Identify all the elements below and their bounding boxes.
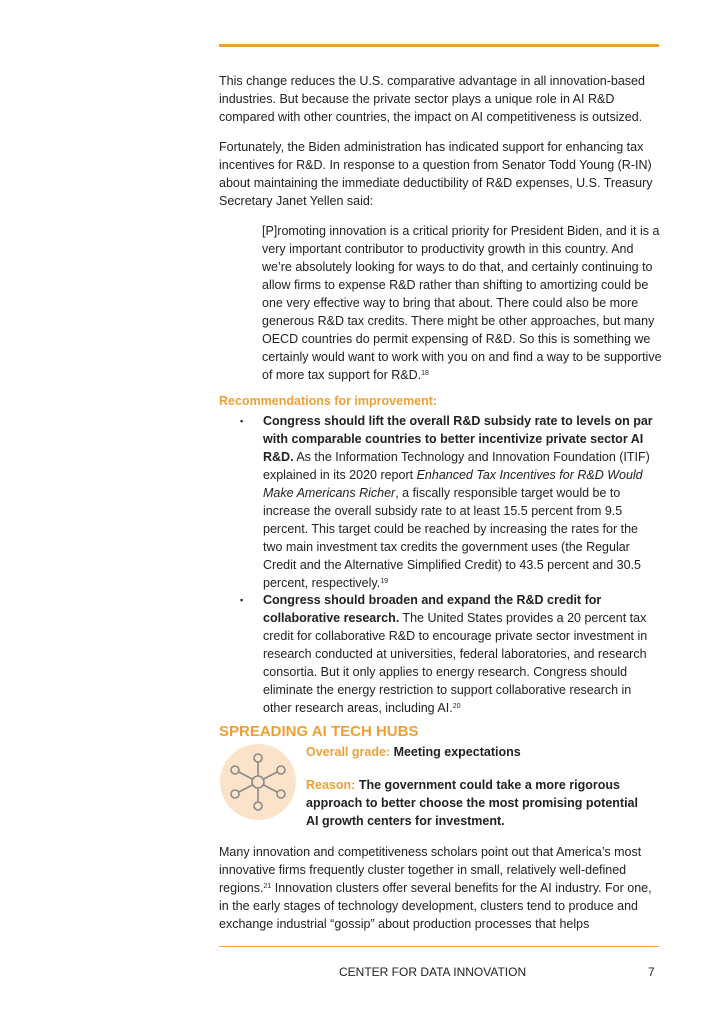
footer-rule bbox=[219, 946, 659, 947]
grade-reason bbox=[306, 776, 646, 830]
recommendations-heading: Recommendations for improvement: bbox=[219, 394, 438, 408]
recommendation-body-a: As the Information Technology and Innovation Foundation (ITIF) explained in its 2020 report bbox=[263, 450, 650, 482]
report-title: Enhanced Tax Incentives for R&D Would Make Americans Richer bbox=[263, 468, 643, 500]
recommendation-body-b: , a fiscally responsible target would be to increase the overall subsidy rate to at least 15.5 percent from 9.5 percent. This target could be reached by increasing the rates for the two main investment tax credits the government uses (the Regular Credit and the Alternative Simplified Credit) to 43.5 percent and 30.5 percent, respectively. bbox=[263, 486, 641, 590]
header-rule bbox=[219, 44, 659, 47]
overall-grade bbox=[306, 743, 521, 761]
footnote-ref-20[interactable]: 20 bbox=[452, 703, 461, 710]
page-number: 7 bbox=[648, 965, 655, 979]
reason-value: The government could take a more rigorous approach to better choose the most promising potential AI growth centers for investment. bbox=[306, 778, 638, 828]
footnote-ref-19[interactable]: 19 bbox=[380, 578, 388, 585]
closing-text-b: Innovation clusters offer several benefits for the AI industry. For one, in the early stages of technology development, clusters tend to produce and exchange industrial “gossip” about production processes that helps bbox=[219, 881, 652, 931]
recommendation-bold-lead: Congress should broaden and expand the R&D credit for collaborative research. bbox=[263, 593, 602, 625]
recommendation-text bbox=[263, 591, 659, 717]
paragraph-comparative-advantage: This change reduces the U.S. comparative advantage in all innovation-based industries. But because the private sector plays a unique role in AI R&D compared with other countries, the impact on AI competitiveness is outsized. bbox=[219, 74, 645, 124]
footnote-ref-21[interactable]: 21 bbox=[263, 883, 272, 890]
recommendation-bold-lead: Congress should lift the overall R&D subsidy rate to levels on par with comparable countries to better incentivize private sector AI R&D. bbox=[263, 414, 653, 464]
grade-value: Meeting expectations bbox=[393, 745, 521, 759]
block-quote-yellen bbox=[262, 222, 662, 384]
grade-label: Overall grade: bbox=[306, 745, 391, 759]
recommendation-body-a: The United States provides a 20 percent tax credit for collaborative R&D to encourage private sector investment in research conducted at universities, federal laboratories, and research consortia. But it only applies to energy research. Congress should eliminate the energy restriction to support collaborative research in other research areas, including AI. bbox=[263, 611, 648, 715]
recommendation-text bbox=[263, 412, 659, 592]
paragraph-innovation-clusters bbox=[219, 843, 659, 933]
footnote-ref-18[interactable]: 18 bbox=[421, 370, 429, 377]
quote-text: [P]romoting innovation is a critical priority for President Biden, and it is a very important contributor to productivity growth in this country. And we’re absolutely looking for ways to do that, and certainly continuing to allow firms to expense R&D rather than shifting to amortizing could be one very effective way to bring that about. There could also be more generous R&D tax credits. There might be other approaches, but many OECD countries do permit expensing of R&D. So this is something we certainly would want to work with you on and find a way to be supportive of more tax support for R&D. bbox=[262, 224, 662, 382]
reason-label: Reason: bbox=[306, 778, 356, 792]
bullet-marker: ▪ bbox=[240, 595, 244, 605]
paragraph-biden-support: Fortunately, the Biden administration has indicated support for enhancing tax incentives for R&D. In response to a question from Senator Todd Young (R-IN) about maintaining the immediate deductibility of R&D expenses, U.S. Treasury Secretary Janet Yellen said: bbox=[219, 140, 653, 208]
section-title: SPREADING AI TECH HUBS bbox=[219, 723, 419, 740]
footer-organization: CENTER FOR DATA INNOVATION bbox=[339, 965, 527, 979]
network-hub-icon bbox=[220, 744, 296, 820]
bullet-marker: ▪ bbox=[240, 416, 244, 426]
closing-text-a: Many innovation and competitiveness scholars point out that America’s most innovative firms frequently cluster together in small, relatively well-defined regions. bbox=[219, 845, 642, 895]
